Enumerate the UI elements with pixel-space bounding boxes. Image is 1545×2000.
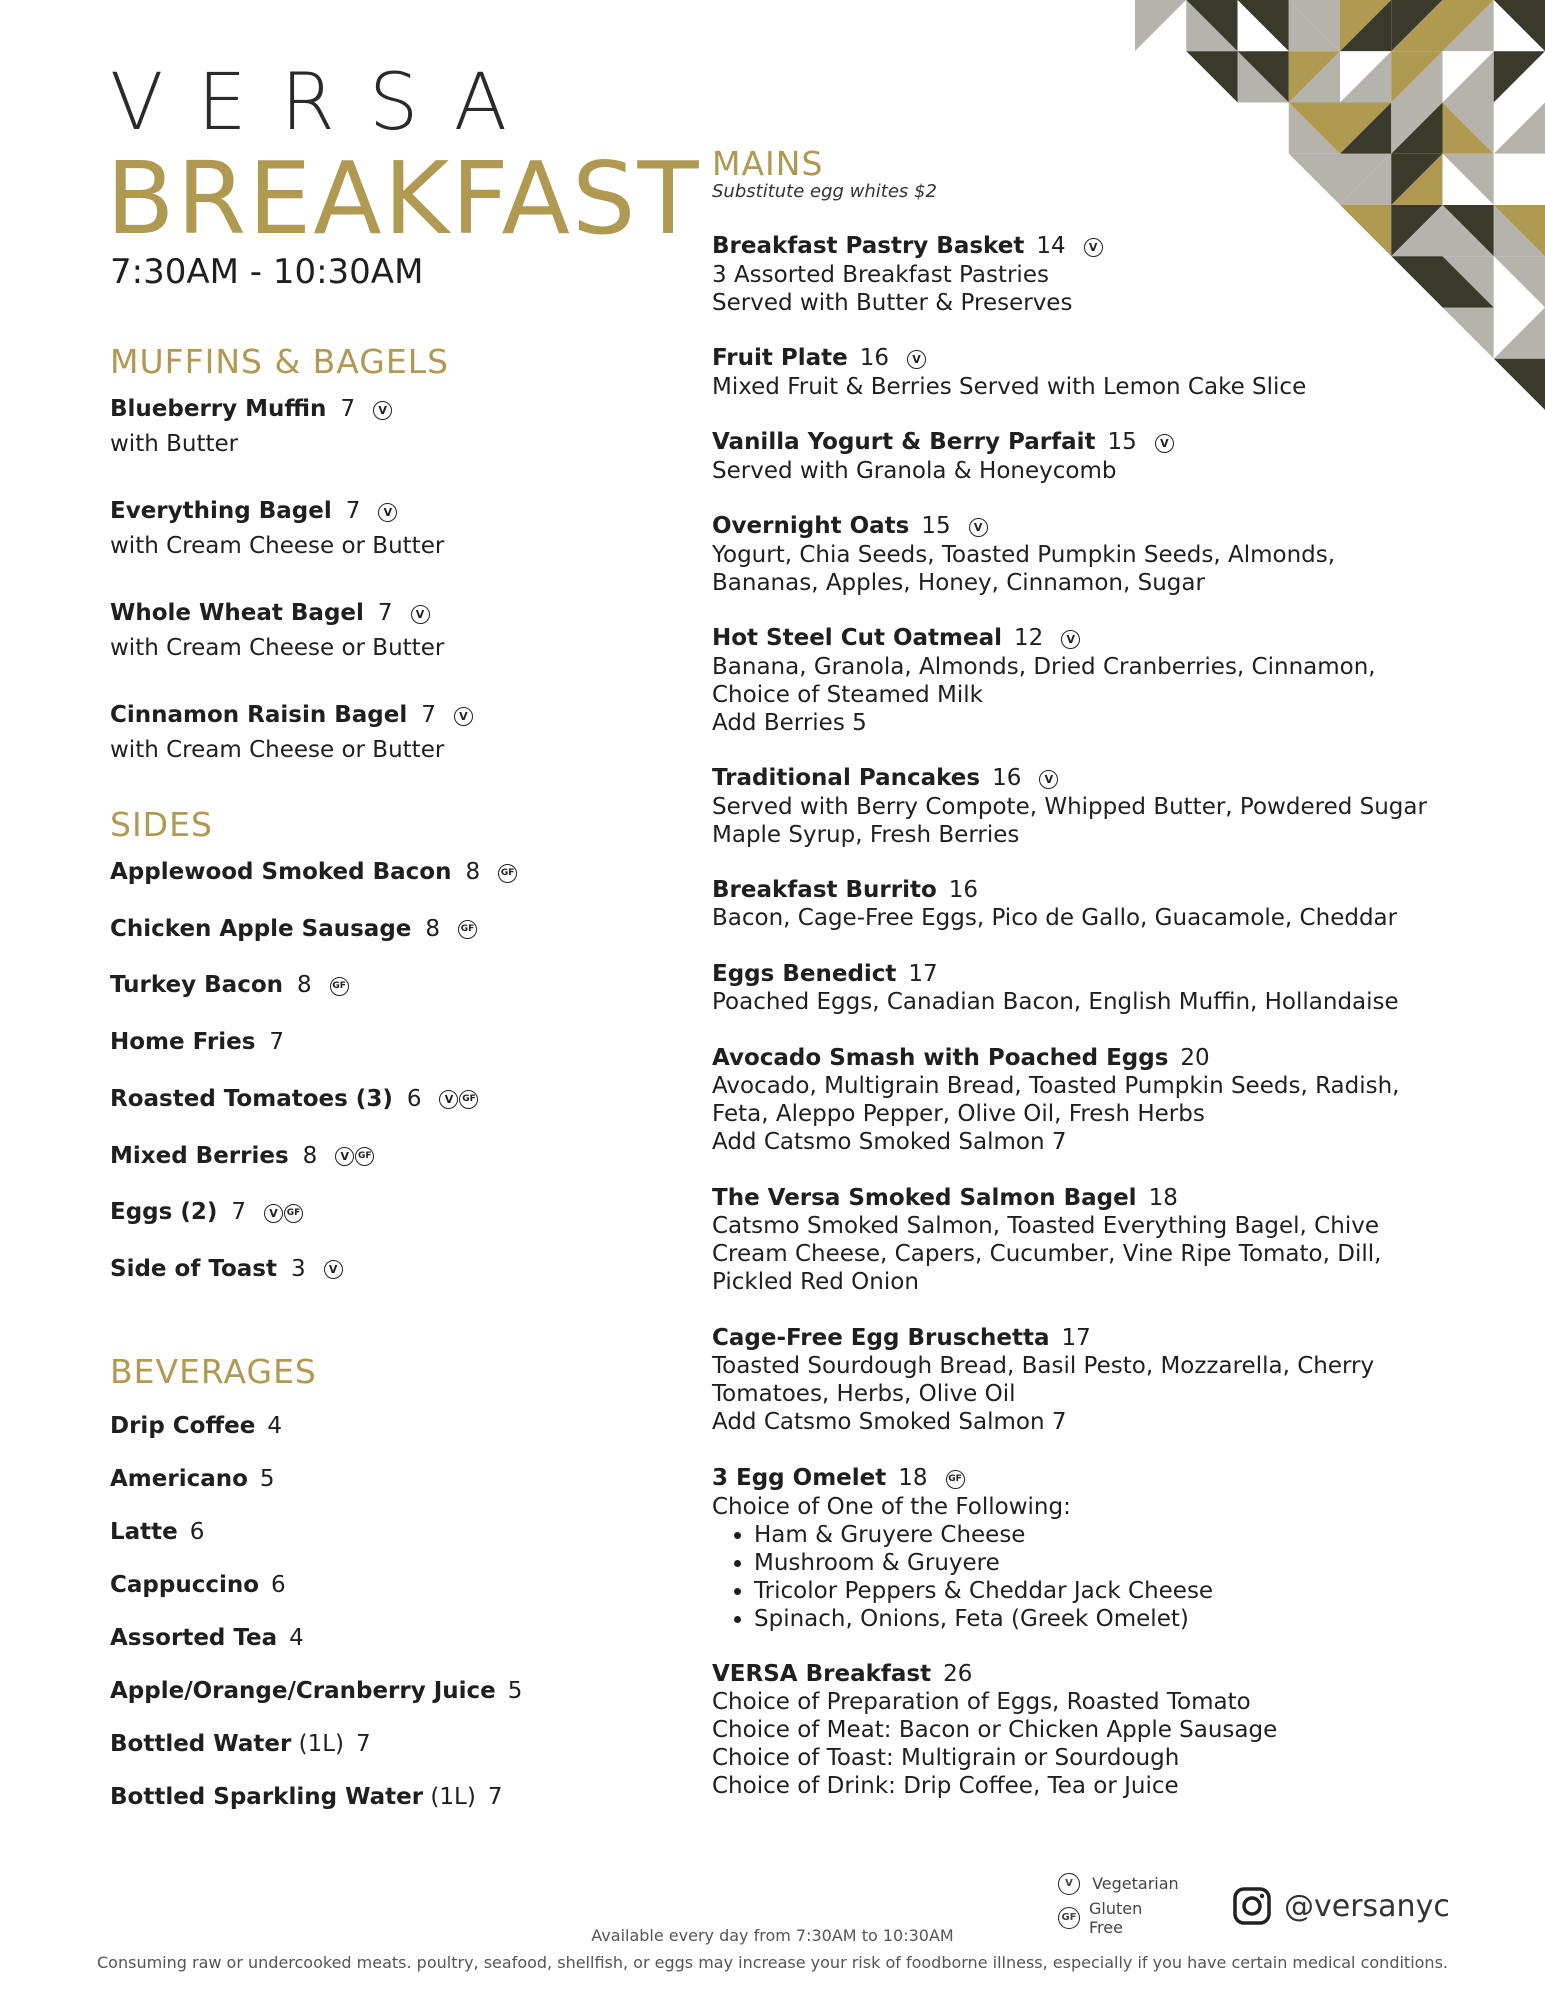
item-price: 16 xyxy=(992,765,1022,791)
instagram-handle: @versanyc xyxy=(1284,1888,1450,1924)
diet-badges xyxy=(264,1199,304,1227)
item-price: 4 xyxy=(289,1625,304,1651)
diet-badges xyxy=(454,699,474,733)
item-price: 17 xyxy=(1061,1325,1091,1351)
menu-item xyxy=(712,624,1376,737)
item-price: 16 xyxy=(859,345,889,371)
legend-vegetarian-label: Vegetarian xyxy=(1092,1873,1179,1893)
menu-item xyxy=(110,1730,371,1758)
item-price: 5 xyxy=(507,1678,523,1704)
menu-item xyxy=(712,960,1399,1016)
menu-item xyxy=(712,1184,1381,1296)
diet-badges xyxy=(335,1142,375,1170)
item-price: 6 xyxy=(271,1572,286,1598)
diet-badges xyxy=(373,393,393,427)
gluten-free-icon: GF xyxy=(330,977,349,996)
gluten-free-icon: GF xyxy=(284,1204,303,1223)
item-name: Cappuccino xyxy=(110,1572,260,1598)
menu-item xyxy=(712,428,1175,485)
menu-item xyxy=(110,971,350,1000)
item-description: Poached Eggs, Canadian Bacon, English Muffin, Hollandaise xyxy=(712,989,1399,1015)
page-title: BREAKFAST xyxy=(106,140,701,257)
vegetarian-icon: V xyxy=(378,503,397,522)
item-description: Choice of Drink: Drip Coffee, Tea or Juice xyxy=(712,1773,1179,1799)
item-name: VERSA Breakfast xyxy=(712,1661,932,1687)
item-description: Add Catsmo Smoked Salmon 7 xyxy=(712,1409,1067,1435)
item-price: 7 xyxy=(356,1731,371,1757)
item-name: Overnight Oats xyxy=(712,513,910,539)
item-price: 7 xyxy=(421,702,436,728)
vegetarian-icon: V xyxy=(1061,630,1080,649)
diet-badges xyxy=(439,1085,479,1113)
diet-badges xyxy=(411,597,431,631)
item-description: Choice of One of the Following: xyxy=(712,1493,1071,1520)
menu-item xyxy=(110,915,478,944)
menu-item xyxy=(110,1571,286,1599)
legend-gluten-label: Gluten xyxy=(1089,1899,1143,1918)
item-name: 3 Egg Omelet xyxy=(712,1465,887,1491)
item-description: Choice of Steamed Milk xyxy=(712,681,983,708)
vegetarian-icon: V xyxy=(1039,770,1058,789)
item-name: Americano xyxy=(110,1466,248,1492)
item-price: 3 xyxy=(290,1255,306,1282)
section-heading-beverages: BEVERAGES xyxy=(110,1352,317,1391)
menu-item xyxy=(712,876,1397,932)
menu-item xyxy=(110,1085,479,1114)
health-disclaimer: Consuming raw or undercooked meats. poultry, seafood, shellfish, or eggs may increase your risk of foodborne illness, especially if you have certain medical conditions. xyxy=(97,1953,1448,1972)
vegetarian-icon: V xyxy=(1058,1873,1080,1895)
item-price: 4 xyxy=(267,1413,282,1439)
gluten-free-icon: GF xyxy=(1058,1907,1080,1929)
item-description: Toasted Sourdough Bread, Basil Pesto, Mozzarella, Cherry xyxy=(712,1353,1375,1379)
menu-item xyxy=(110,1255,344,1284)
item-name: Breakfast Pastry Basket xyxy=(712,233,1025,259)
item-description: with Cream Cheese or Butter xyxy=(110,634,445,661)
item-description: Mixed Fruit & Berries Served with Lemon Cake Slice xyxy=(712,373,1307,400)
omelet-option: • Tricolor Peppers & Cheddar Jack Cheese xyxy=(754,1577,1213,1605)
menu-item xyxy=(110,1783,502,1811)
item-name: Chicken Apple Sausage xyxy=(110,915,412,942)
item-price: 7 xyxy=(231,1199,247,1226)
item-price: 8 xyxy=(302,1142,318,1169)
diet-badges xyxy=(1084,233,1104,261)
item-price: 15 xyxy=(1107,429,1137,455)
vegetarian-icon: V xyxy=(324,1260,343,1279)
item-name: Turkey Bacon xyxy=(110,972,284,999)
vegetarian-icon: V xyxy=(1155,434,1174,453)
section-heading-sides: SIDES xyxy=(110,805,213,844)
menu-item xyxy=(712,512,1335,597)
vegetarian-icon: V xyxy=(264,1204,283,1223)
menu-item xyxy=(712,344,1306,401)
item-description: Maple Syrup, Fresh Berries xyxy=(712,821,1020,848)
item-name: The Versa Smoked Salmon Bagel xyxy=(712,1185,1137,1211)
item-name: Drip Coffee xyxy=(110,1413,256,1439)
menu-item xyxy=(712,1044,1400,1156)
menu-item xyxy=(110,1412,282,1440)
omelet-option: • Ham & Gruyere Cheese xyxy=(754,1521,1213,1549)
item-price: 14 xyxy=(1036,233,1066,259)
diet-badges xyxy=(946,1465,966,1493)
menu-item xyxy=(110,858,518,887)
item-description: Tomatoes, Herbs, Olive Oil xyxy=(712,1381,1016,1407)
menu-item xyxy=(712,764,1427,849)
gluten-free-icon: GF xyxy=(458,920,477,939)
item-name: Fruit Plate xyxy=(712,345,848,371)
vegetarian-icon: V xyxy=(373,401,392,420)
item-name: Side of Toast xyxy=(110,1255,277,1282)
diet-badges xyxy=(324,1255,344,1283)
item-price: 5 xyxy=(259,1466,275,1492)
item-description: with Butter xyxy=(110,430,239,457)
menu-item xyxy=(110,494,444,563)
item-description: Feta, Aleppo Pepper, Olive Oil, Fresh Herbs xyxy=(712,1101,1205,1127)
item-description: 3 Assorted Breakfast Pastries xyxy=(712,261,1049,288)
item-name: Hot Steel Cut Oatmeal xyxy=(712,625,1002,651)
item-description: Yogurt, Chia Seeds, Toasted Pumpkin Seeds, Almonds, xyxy=(712,541,1336,568)
item-name: Cage-Free Egg Bruschetta xyxy=(712,1325,1050,1351)
menu-item xyxy=(712,232,1104,317)
item-description: Add Catsmo Smoked Salmon 7 xyxy=(712,1129,1067,1155)
diet-badges xyxy=(1061,625,1081,653)
item-description: Served with Berry Compote, Whipped Butter, Powdered Sugar xyxy=(712,793,1427,820)
item-name: Vanilla Yogurt & Berry Parfait xyxy=(712,429,1096,455)
item-price: 20 xyxy=(1180,1045,1210,1071)
item-price: 6 xyxy=(189,1519,205,1545)
item-description: Bacon, Cage-Free Eggs, Pico de Gallo, Guacamole, Cheddar xyxy=(712,905,1398,931)
item-name: Traditional Pancakes xyxy=(712,765,981,791)
section-heading-mains: MAINS xyxy=(712,144,824,183)
diet-badges xyxy=(1039,765,1059,793)
diet-badges xyxy=(907,345,927,373)
item-price: 8 xyxy=(425,915,441,942)
omelet-option: • Spinach, Onions, Feta (Greek Omelet) xyxy=(754,1605,1213,1633)
item-description: Catsmo Smoked Salmon, Toasted Everything Bagel, Chive xyxy=(712,1213,1379,1239)
menu-item xyxy=(110,596,444,665)
item-name: Bottled Sparkling Water xyxy=(110,1784,424,1810)
item-price: 16 xyxy=(948,877,979,903)
egg-whites-note: Substitute egg whites $2 xyxy=(712,181,937,202)
item-name: Home Fries xyxy=(110,1029,256,1056)
diet-badges xyxy=(378,495,398,529)
menu-item xyxy=(110,1624,304,1652)
item-price: 18 xyxy=(1148,1185,1178,1211)
item-price: 8 xyxy=(297,972,312,999)
item-description: Banana, Granola, Almonds, Dried Cranberries, Cinnamon, xyxy=(712,653,1376,680)
item-description: Served with Butter & Preserves xyxy=(712,289,1073,316)
gluten-free-icon: GF xyxy=(946,1470,965,1489)
vegetarian-icon: V xyxy=(454,707,473,726)
diet-badges xyxy=(458,915,478,943)
item-size: (1L) xyxy=(298,1731,345,1757)
instagram-link[interactable] xyxy=(1232,1886,1450,1926)
item-name: Latte xyxy=(110,1519,178,1545)
item-name: Mixed Berries xyxy=(110,1142,289,1169)
gluten-free-icon: GF xyxy=(355,1147,374,1166)
item-name: Cinnamon Raisin Bagel xyxy=(110,702,408,728)
item-price: 7 xyxy=(269,1029,285,1056)
vegetarian-icon: V xyxy=(969,518,988,537)
menu-item xyxy=(110,1198,304,1227)
gluten-free-icon: GF xyxy=(459,1090,478,1109)
item-name: Eggs Benedict xyxy=(712,961,897,987)
omelet-option: • Mushroom & Gruyere xyxy=(754,1549,1213,1577)
item-price: 17 xyxy=(908,961,938,987)
item-name: Bottled Water xyxy=(110,1731,292,1757)
legend-free-label: Free xyxy=(1089,1918,1123,1937)
vegetarian-icon: V xyxy=(1084,238,1103,257)
vegetarian-icon: V xyxy=(411,605,430,624)
item-description: Choice of Toast: Multigrain or Sourdough xyxy=(712,1745,1180,1771)
menu-item xyxy=(110,392,393,461)
item-name: Eggs (2) xyxy=(110,1199,218,1226)
availability-note: Available every day from 7:30AM to 10:30AM xyxy=(591,1926,954,1945)
diet-badges xyxy=(969,513,989,541)
item-price: 15 xyxy=(921,513,951,539)
menu-item xyxy=(110,1465,275,1493)
item-description: Bananas, Apples, Honey, Cinnamon, Sugar xyxy=(712,569,1205,596)
vegetarian-icon: V xyxy=(439,1090,458,1109)
item-name: Avocado Smash with Poached Eggs xyxy=(712,1045,1169,1071)
diet-badges xyxy=(330,972,350,1000)
item-price: 8 xyxy=(465,859,481,885)
instagram-icon xyxy=(1232,1886,1272,1926)
section-heading-muffins: MUFFINS & BAGELS xyxy=(110,342,450,381)
vegetarian-icon: V xyxy=(335,1147,354,1166)
item-name: Everything Bagel xyxy=(110,498,332,524)
item-description: Served with Granola & Honeycomb xyxy=(712,457,1117,484)
item-price: 7 xyxy=(340,396,356,422)
omelet-options xyxy=(712,1521,1213,1633)
item-description: Pickled Red Onion xyxy=(712,1269,919,1295)
item-name: Breakfast Burrito xyxy=(712,877,937,903)
item-description: with Cream Cheese or Butter xyxy=(110,736,445,763)
menu-item xyxy=(110,1028,284,1056)
item-description: Add Berries 5 xyxy=(712,709,867,736)
legend-vegetarian xyxy=(1058,1873,1179,1895)
item-price: 7 xyxy=(377,600,393,626)
diet-badges xyxy=(1155,429,1175,457)
item-price: 7 xyxy=(487,1784,503,1810)
item-price: 7 xyxy=(345,498,361,524)
item-name: Blueberry Muffin xyxy=(110,396,327,422)
menu-item xyxy=(110,1142,375,1171)
menu-item xyxy=(110,1518,204,1546)
service-hours: 7:30AM - 10:30AM xyxy=(110,252,424,292)
menu-item xyxy=(712,1464,1213,1633)
item-description: Choice of Meat: Bacon or Chicken Apple Sausage xyxy=(712,1717,1278,1743)
vegetarian-icon: V xyxy=(907,350,926,369)
item-description: Choice of Preparation of Eggs, Roasted Tomato xyxy=(712,1689,1251,1715)
brand-logo: VERSA xyxy=(110,58,542,148)
item-description: Avocado, Multigrain Bread, Toasted Pumpkin Seeds, Radish, xyxy=(712,1073,1400,1099)
gluten-free-icon: GF xyxy=(498,864,517,883)
item-price: 12 xyxy=(1014,625,1044,651)
item-name: Apple/Orange/Cranberry Juice xyxy=(110,1678,496,1704)
menu-item xyxy=(712,1324,1374,1436)
item-name: Whole Wheat Bagel xyxy=(110,600,364,626)
menu-item xyxy=(110,1677,522,1705)
item-name: Applewood Smoked Bacon xyxy=(110,859,452,885)
menu-item xyxy=(712,1660,1277,1800)
item-price: 26 xyxy=(943,1661,973,1687)
item-size: (1L) xyxy=(430,1784,476,1810)
item-name: Assorted Tea xyxy=(110,1625,278,1651)
item-price: 18 xyxy=(898,1465,928,1491)
diet-badges xyxy=(498,859,518,887)
item-name: Roasted Tomatoes (3) xyxy=(110,1085,393,1112)
item-price: 6 xyxy=(406,1085,422,1112)
item-description: with Cream Cheese or Butter xyxy=(110,532,445,559)
menu-item xyxy=(110,698,474,767)
item-description: Cream Cheese, Capers, Cucumber, Vine Ripe Tomato, Dill, xyxy=(712,1241,1382,1267)
